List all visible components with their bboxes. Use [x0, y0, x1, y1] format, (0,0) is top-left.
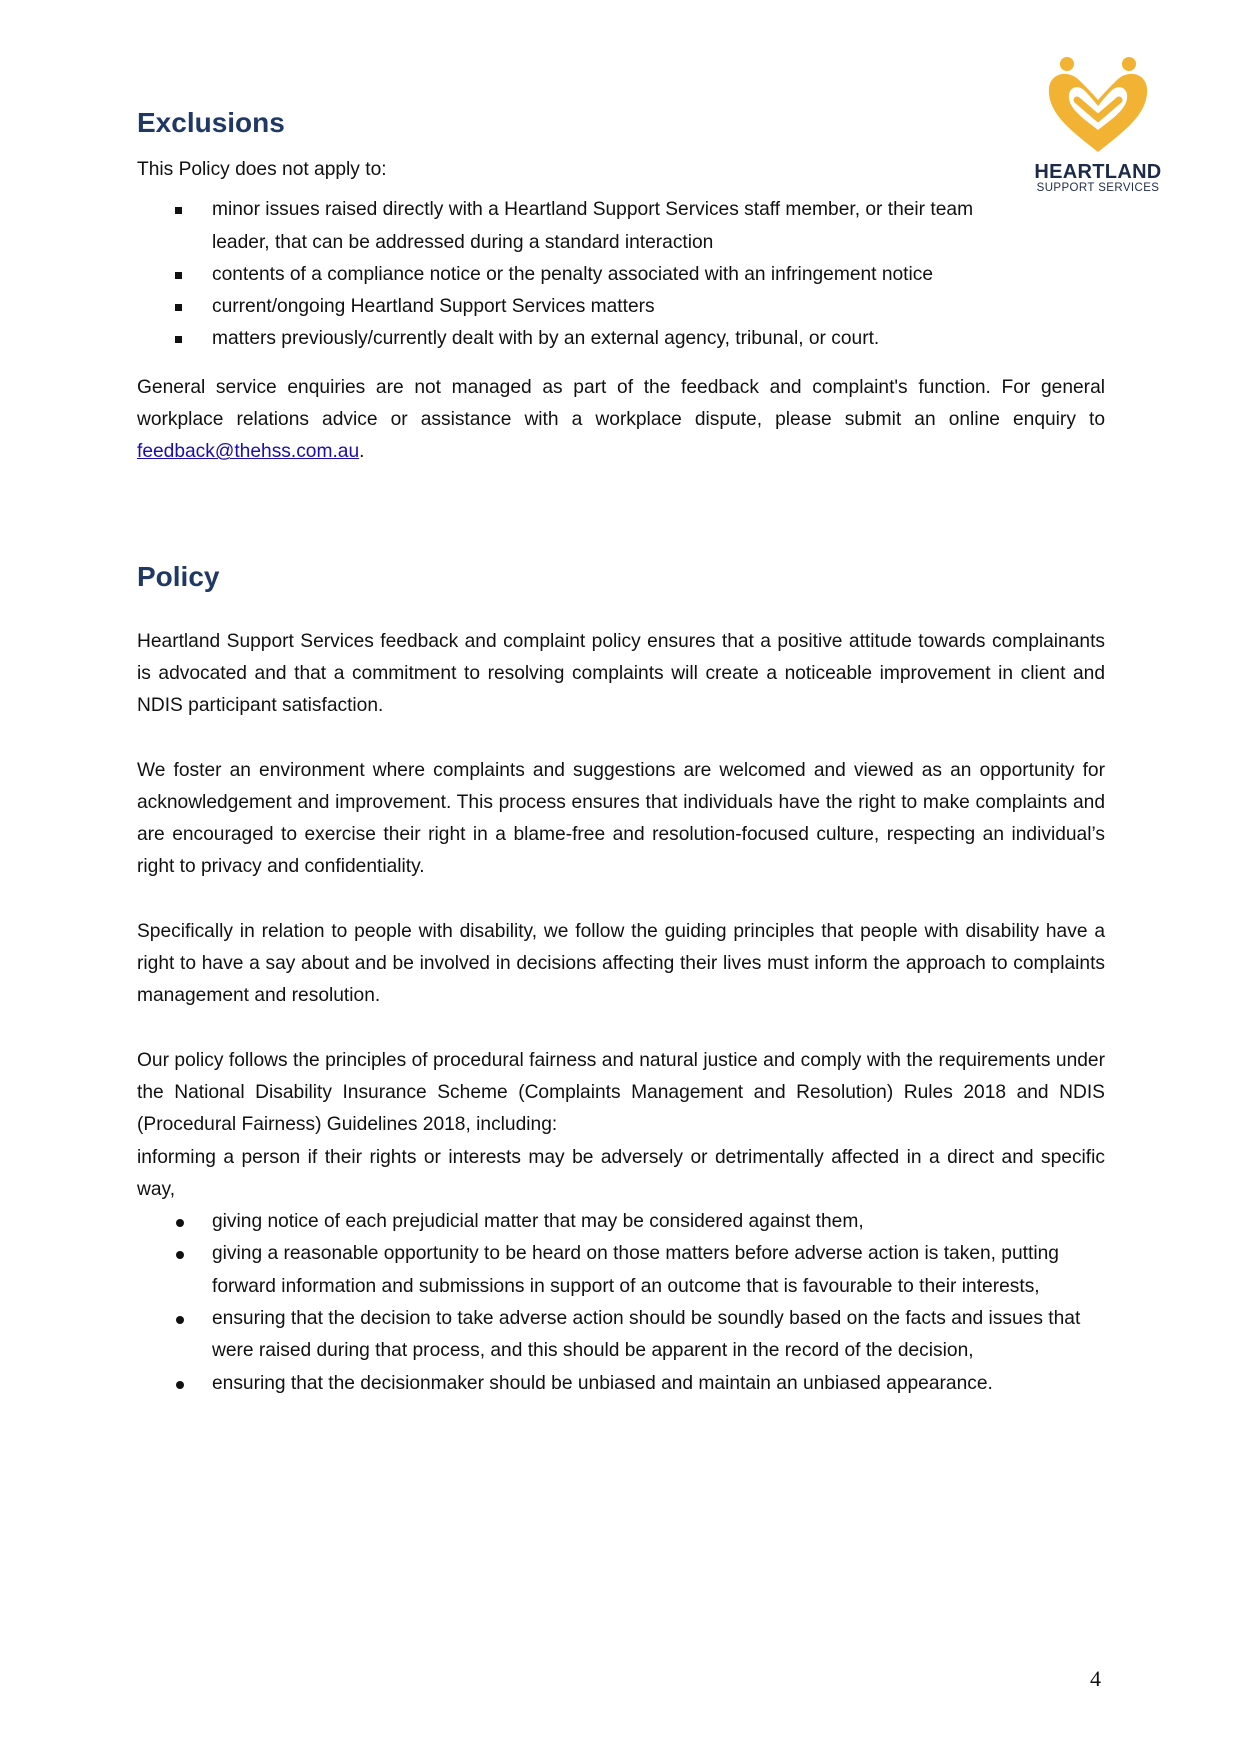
- exclusions-heading: Exclusions: [137, 107, 285, 138]
- policy-paragraph: Our policy follows the principles of procedural fairness and natural justice and comply with the requirements under the National Disability Insurance Scheme (Complaints Management and Resolution) Rules 2018 and NDIS (Procedural Fairness) Guidelines 2018, including:: [137, 1049, 1105, 1136]
- page-number: 4: [1090, 1666, 1101, 1691]
- list-item: matters previously/currently dealt with by an external agency, tribunal, or court.: [137, 323, 1010, 355]
- square-bullet-icon: [175, 304, 182, 311]
- list-item: giving a reasonable opportunity to be heard on those matters before adverse action is taken, putting forward information and submissions in support of an outcome that is favourable to their interests,: [137, 1238, 1105, 1303]
- general-enquiries-paragraph: General service enquiries are not managed as part of the feedback and complaint's function. For general workplace relations advice or assistance with a workplace dispute, please submit an online enquiry to feedback@thehss.com.au.: [137, 376, 1105, 463]
- square-bullet-icon: [175, 336, 182, 343]
- list-item: ensuring that the decisionmaker should be unbiased and maintain an unbiased appearance.: [137, 1368, 1105, 1400]
- page-content: [137, 100, 1105, 1400]
- list-item: ensuring that the decision to take adverse action should be soundly based on the facts and issues that were raised during that process, and this should be apparent in the record of the decision,: [137, 1303, 1105, 1368]
- policy-heading: Policy: [137, 560, 220, 592]
- procedural-fairness-list: [137, 1206, 1105, 1400]
- round-bullet-icon: [176, 1219, 184, 1227]
- exclusions-list: [137, 194, 1105, 355]
- square-bullet-icon: [175, 207, 182, 214]
- list-item: contents of a compliance notice or the penalty associated with an infringement notice: [137, 259, 1010, 291]
- square-bullet-icon: [175, 272, 182, 279]
- list-item: giving notice of each prejudicial matter that may be considered against them,: [137, 1206, 1105, 1238]
- logo-subtitle: SUPPORT SERVICES: [1036, 182, 1160, 194]
- round-bullet-icon: [176, 1251, 184, 1259]
- round-bullet-icon: [176, 1381, 184, 1389]
- logo-name: HEARTLAND: [1034, 161, 1162, 183]
- list-item: current/ongoing Heartland Support Services matters: [137, 291, 1010, 323]
- list-item: minor issues raised directly with a Heartland Support Services staff member, or their team leader, that can be addressed during a standard interaction: [137, 194, 1010, 259]
- policy-paragraph: Heartland Support Services feedback and complaint policy ensures that a positive attitude towards complainants is advocated and that a commitment to resolving complaints will create a noticeable improvement in client and NDIS participant satisfaction.: [137, 630, 1105, 717]
- exclusions-intro: This Policy does not apply to:: [137, 159, 387, 180]
- informing-paragraph: informing a person if their rights or interests may be adversely or detrimentally affected in a direct and specific way,: [137, 1146, 1105, 1200]
- feedback-email-link[interactable]: feedback@thehss.com.au: [137, 441, 360, 463]
- policy-paragraph: Specifically in relation to people with disability, we follow the guiding principles that people with disability have a right to have a say about and be involved in decisions affecting their lives must inform the approach to complaints management and resolution.: [137, 920, 1105, 1007]
- policy-paragraph: We foster an environment where complaints and suggestions are welcomed and viewed as an opportunity for acknowledgement and improvement. This process ensures that individuals have the right to make complaints and are encouraged to exercise their right in a blame-free and resolution-focused culture, respecting an individual’s right to privacy and confidentiality.: [137, 759, 1105, 878]
- round-bullet-icon: [176, 1316, 184, 1324]
